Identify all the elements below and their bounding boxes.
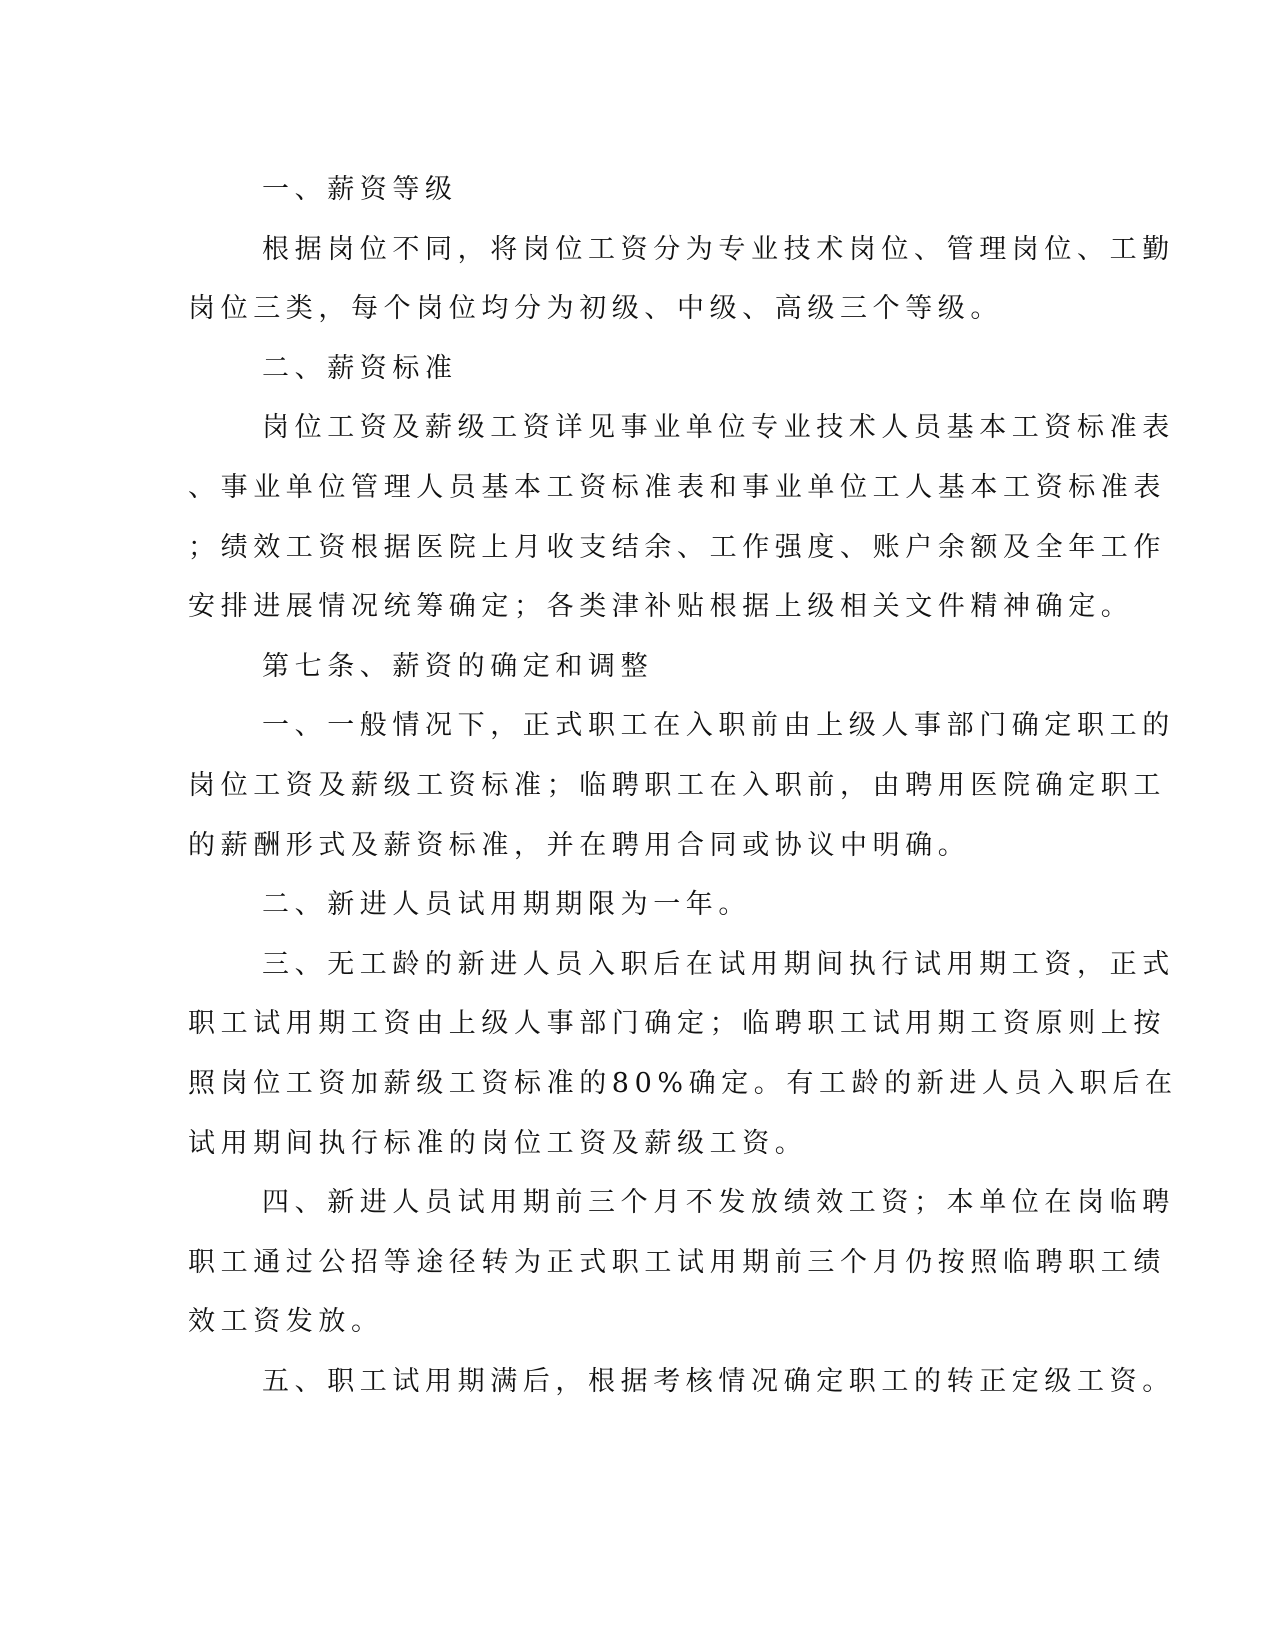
paragraph-line: 岗位三类，每个岗位均分为初级、中级、高级三个等级。: [188, 293, 1003, 325]
paragraph-line: ；绩效工资根据医院上月收支结余、工作强度、账户余额及全年工作: [188, 531, 1166, 563]
paragraph-line: 三、无工龄的新进人员入职后在试用期间执行试用期工资，正式: [262, 948, 1175, 980]
paragraph-line: 岗位工资及薪级工资详见事业单位专业技术人员基本工资标准表: [262, 412, 1175, 444]
article-heading: 第七条、薪资的确定和调整: [262, 650, 654, 682]
section-heading-salary-grade: 一、薪资等级: [262, 174, 458, 205]
paragraph-line: 二、新进人员试用期期限为一年。: [262, 889, 751, 921]
paragraph-line: 的薪酬形式及薪资标准，并在聘用合同或协议中明确。: [188, 829, 971, 861]
paragraph-line: 岗位工资及薪级工资标准；临聘职工在入职前，由聘用医院确定职工: [188, 769, 1166, 801]
paragraph-line: 职工通过公招等途径转为正式职工试用期前三个月仍按照临聘职工绩: [188, 1246, 1166, 1278]
paragraph-line: 四、新进人员试用期前三个月不发放绩效工资；本单位在岗临聘: [262, 1187, 1175, 1219]
paragraph-line: 照岗位工资加薪级工资标准的80%确定。有工龄的新进人员入职后在: [188, 1067, 1178, 1099]
paragraph-line: 试用期间执行标准的岗位工资及薪级工资。: [188, 1127, 808, 1159]
section-heading-salary-standard: 二、薪资标准: [262, 352, 458, 384]
paragraph-line: 职工试用期工资由上级人事部门确定；临聘职工试用期工资原则上按: [188, 1008, 1166, 1040]
paragraph-line: 安排进展情况统筹确定；各类津补贴根据上级相关文件精神确定。: [188, 591, 1134, 623]
paragraph-line: 一、一般情况下，正式职工在入职前由上级人事部门确定职工的: [262, 710, 1175, 742]
paragraph-line: 效工资发放。: [188, 1306, 384, 1338]
paragraph-line: 五、职工试用期满后，根据考核情况确定职工的转正定级工资。: [262, 1365, 1175, 1397]
paragraph-line: 、事业单位管理人员基本工资标准表和事业单位工人基本工资标准表: [188, 471, 1166, 503]
paragraph-line: 根据岗位不同，将岗位工资分为专业技术岗位、管理岗位、工勤: [262, 233, 1175, 265]
document-body: [188, 160, 1178, 1411]
